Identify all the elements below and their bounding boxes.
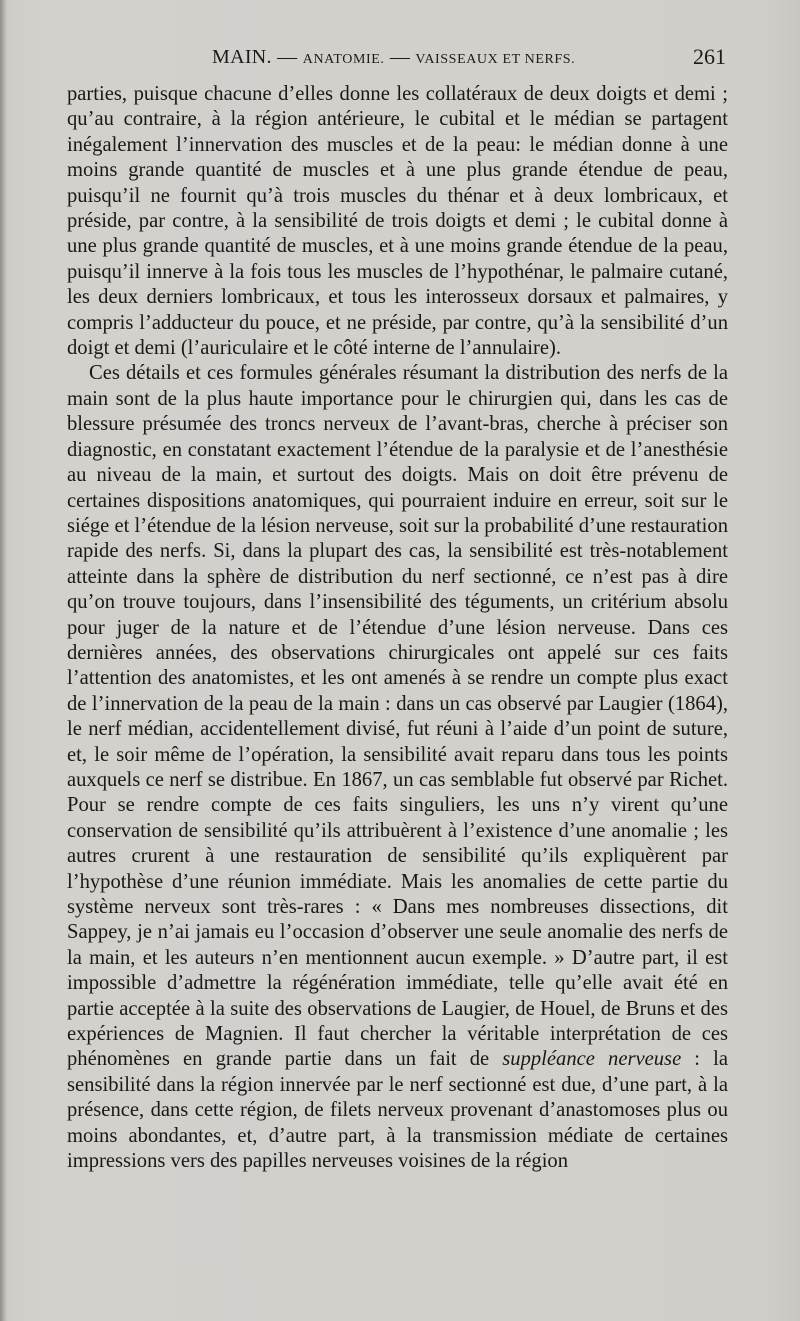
running-title <box>212 46 575 69</box>
header-subsection: VAISSEAUX ET NERFS. <box>415 52 576 67</box>
paragraph-2 <box>67 361 728 1174</box>
paragraph-2-text-end: : la sensibilité dans la région innervée par le nerf sectionné est due, d’une part, à la présence, dans cette région, de filets nerveux provenant d’anastomoses plus ou moins abondantes, et, d’autre part, à la transmission médiate de certaines impressions vers des papilles nerveuses voisines de la région <box>67 1048 728 1173</box>
header-dash-1: — <box>271 46 303 68</box>
header-dash-2: — <box>384 46 416 68</box>
header-title: MAIN. <box>212 46 272 68</box>
page-number: 261 <box>693 44 726 69</box>
body-text <box>67 82 728 1174</box>
page-spine-shadow <box>0 0 6 1321</box>
header-section: ANATOMIE. <box>302 52 385 67</box>
running-header <box>0 44 800 74</box>
paragraph-2-text: Ces détails et ces formules générales résumant la distribution des nerfs de la main sont de la plus haute importance pour le chirurgien qui, dans les cas de blessure présumée des troncs nerveux de l’avant-bras, cherche à préciser son diagnostic, en constatant exactement l’étendue de la paralysie et de l’anesthésie au niveau de la main, et surtout des doigts. Mais on doit être prévenu de certaines dispositions anatomiques, qui pourraient induire en erreur, soit sur le siége et l’étendue de la lésion nerveuse, soit sur la probabilité d’une restauration rapide des nerfs. Si, dans la plupart des cas, la sensibilité est très-notablement atteinte dans la sphère de distribution du nerf sectionné, ce n’est pas à dire qu’on trouve toujours, dans l’insensibilité des téguments, un critérium absolu pour juger de la nature et de l’étendue d’une lésion nerveuse. Dans ces dernières années, des observations chirurgicales ont appelé sur ces faits l’attention des anatomistes, et les ont amenés à se rendre un compte plus exact de l’innervation de la peau de la main : dans un cas observé par Laugier (1864), le nerf médian, accidentellement divisé, fut réuni à l’aide d’un point de suture, et, le soir même de l’opération, la sensibilité avait reparu dans tous les points auxquels ce nerf se distribue. En 1867, un cas semblable fut observé par Richet. Pour se rendre compte de ces faits singuliers, les uns n’y virent qu’une conservation de sensibilité qu’ils attribuèrent à l’existence d’une anomalie ; les autres crurent à une restauration de sensibilité qu’ils expliquèrent par l’hypothèse d’une réunion immédiate. Mais les anomalies de cette partie du système nerveux sont très-rares : « Dans mes nombreuses dissections, dit Sappey, je n’ai jamais eu l’occasion d’observer une seule anomalie des nerfs de la main, et les auteurs n’en mentionnent aucun exemple. » D’autre part, il est impossible d’admettre la régénération immédiate, telle qu’elle avait été en partie acceptée à la suite des observations de Laugier, de Houel, de Bruns et des expériences de Magnien. Il faut chercher la véritable interprétation de ces phénomènes en grande partie dans un fait de <box>67 362 728 1071</box>
italic-term: suppléance nerveuse <box>502 1048 682 1071</box>
paragraph-1: parties, puisque chacune d’elles donne les collatéraux de deux doigts et demi ; qu’au contraire, à la région antérieure, le cubital et le médian se partagent inégalement l’innervation des muscles et de la peau: le médian donne à une moins grande quantité de muscles et à une plus grande étendue de peau, puisqu’il ne fournit qu’à trois muscles du thénar et à deux lombricaux, et préside, par contre, à la sensibilité de trois doigts et demi ; le cubital donne à une plus grande quantité de muscles, et à une moins grande étendue de la peau, puisqu’il innerve à la fois tous les muscles de l’hypothénar, le palmaire cutané, les deux derniers lombricaux, et tous les interosseux dorsaux et palmaires, y compris l’adducteur du pouce, et ne préside, par contre, qu’à la sensibilité d’un doigt et demi (l’auriculaire et le côté interne de l’annulaire). <box>67 83 728 360</box>
